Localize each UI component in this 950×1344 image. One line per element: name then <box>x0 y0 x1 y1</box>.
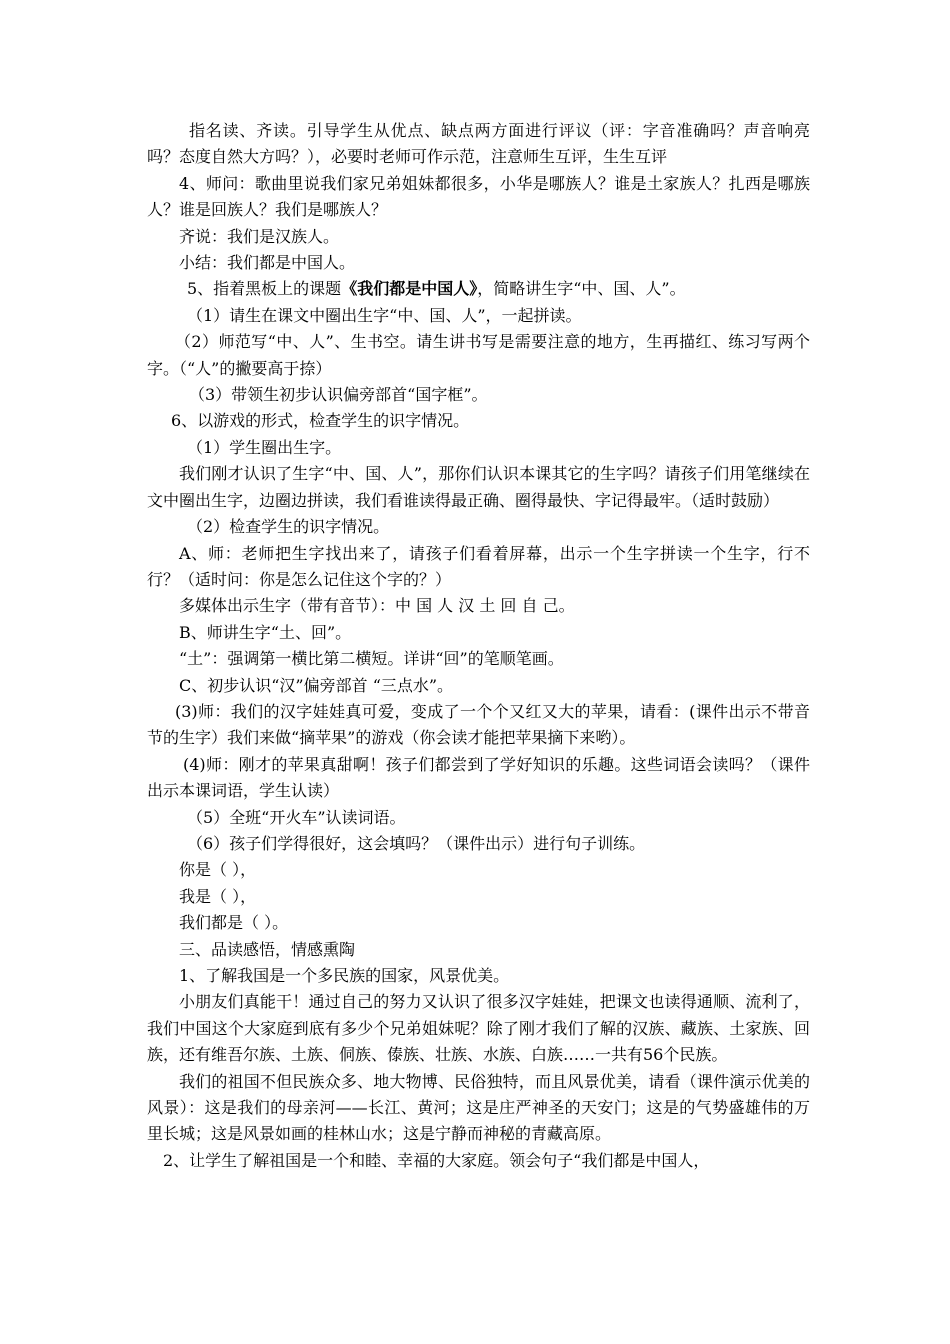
paragraph <box>147 989 810 1068</box>
paragraph-text: 我们刚才认识了生字“中、国、人”，那你们认识本课其它的生字吗？请孩子们用笔继续在文中圈出生字，边圈边拼读，我们看谁读得最正确、圈得最快、字记得最牢。（适时鼓励） <box>147 464 810 510</box>
paragraph <box>147 646 810 672</box>
paragraph <box>147 699 810 752</box>
paragraph <box>147 408 810 434</box>
paragraph-text: C、初步认识“汉”偏旁部首 “三点水”。 <box>179 675 454 695</box>
paragraph-text: 我们的祖国不但民族众多、地大物博、民俗独特，而且风景优美，请看（课件演示优美的风景）：这是我们的母亲河——长江、黄河；这是庄严神圣的天安门；这是的气势盛雄伟的万里长城；这是风景如画的桂林山水；这是宁静而神秘的青藏高原。 <box>147 1071 810 1144</box>
paragraph <box>147 250 810 276</box>
paragraph <box>147 276 810 302</box>
paragraph <box>147 937 810 963</box>
paragraph <box>147 1069 810 1148</box>
paragraph <box>147 461 810 514</box>
paragraph-text: 指名读、齐读。引导学生从优点、缺点两方面进行评议（评：字音准确吗？声音响亮吗？态度自然大方吗？），必要时老师可作示范，注意师生互评，生生互评 <box>147 121 810 167</box>
paragraph-text: 多媒体出示生字（带有音节）：中 国 人 汉 土 回 自 己。 <box>179 596 575 616</box>
paragraph <box>147 884 810 910</box>
paragraph <box>147 620 810 646</box>
paragraph-text: B、师讲生字“土、回”。 <box>179 622 352 642</box>
paragraph-text: （1）学生圈出生字。 <box>187 437 342 457</box>
paragraph-text: （1）请生在课文中圈出生字“中、国、人”，一起拼读。 <box>187 305 582 325</box>
paragraph <box>147 752 810 805</box>
paragraph <box>147 857 810 883</box>
paragraph-text: 4、师问：歌曲里说我们家兄弟姐妹都很多，小华是哪族人？谁是土家族人？扎西是哪族人？谁是回族人？我们是哪族人？ <box>147 173 810 220</box>
paragraph-text: （2）师范写“中、人”、生书空。请生讲书写是需要注意的地方，生再描红、练习写两个字。（“人”的撇要高于捺） <box>147 332 810 378</box>
paragraph <box>147 963 810 989</box>
document-page <box>147 118 810 1174</box>
paragraph-text: 6、以游戏的形式，检查学生的识字情况。 <box>171 411 470 431</box>
paragraph <box>147 224 810 250</box>
paragraph-text: 小朋友们真能干！通过自己的努力又认识了很多汉字娃娃，把课文也读得通顺、流利了，我们中国这个大家庭到底有多少个兄弟姐妹呢？除了刚才我们了解的汉族、藏族、土家族、回族，还有维吾尔族、土族、侗族、傣族、壮族、水族、白族……一共有56个民族。 <box>147 992 810 1065</box>
paragraph-text: （5）全班“开火车”认读词语。 <box>187 807 406 827</box>
paragraph-text: (4)师：刚才的苹果真甜啊！孩子们都尝到了学好知识的乐趣。这些词语会读吗？（课件出示本课词语，学生认读） <box>147 754 810 801</box>
paragraph <box>147 805 810 831</box>
paragraph-text: （2）检查学生的识字情况。 <box>187 517 390 537</box>
paragraph <box>147 673 810 699</box>
paragraph-text: 你是（ ）， <box>179 860 257 880</box>
paragraph-text: “土”：强调第一横比第二横短。详讲“回”的笔顺笔画。 <box>179 649 564 669</box>
paragraph <box>147 831 810 857</box>
paragraph <box>147 910 810 936</box>
paragraph-text: 5、指着黑板上的课题 <box>187 279 342 299</box>
paragraph-text: 小结：我们都是中国人。 <box>179 253 356 273</box>
paragraph <box>147 303 810 329</box>
paragraph <box>147 171 810 224</box>
paragraph-text: 2、让学生了解祖国是一个和睦、幸福的大家庭。领会句子“我们都是中国人， <box>163 1150 710 1170</box>
paragraph <box>147 1148 810 1174</box>
paragraph <box>147 514 810 540</box>
paragraph <box>147 118 810 171</box>
paragraph <box>147 329 810 382</box>
paragraph-text: （3）带领生初步认识偏旁部首“国字框”。 <box>189 385 488 405</box>
paragraph-text: 我们都是（ ）。 <box>179 913 289 933</box>
paragraph <box>147 382 810 408</box>
lesson-title-bold: 《我们都是中国人》 <box>341 279 478 299</box>
paragraph-text: （6）孩子们学得很好，这会填吗？（课件出示）进行句子训练。 <box>187 833 646 853</box>
paragraph-text: 齐说：我们是汉族人。 <box>179 226 340 246</box>
paragraph <box>147 541 810 594</box>
paragraph <box>147 435 810 461</box>
paragraph-text: A、师：老师把生字找出来了，请孩子们看着屏幕，出示一个生字拼读一个生字，行不行？（适时问：你是怎么记住这个字的？） <box>147 543 810 589</box>
paragraph-text: 1、了解我国是一个多民族的国家，风景优美。 <box>179 966 510 985</box>
paragraph-text: (3)师：我们的汉字娃娃真可爱，变成了一个个又红又大的苹果，请看：(课件出示不带音节的生字）我们来做“摘苹果”的游戏（你会读才能把苹果摘下来哟）。 <box>147 701 810 748</box>
paragraph-text-tail: ，简略讲生字“中、国、人”。 <box>477 279 686 299</box>
paragraph-text: 三、品读感悟，情感熏陶 <box>179 939 356 959</box>
paragraph <box>147 593 810 619</box>
paragraph-text: 我是（ ）， <box>179 886 257 906</box>
